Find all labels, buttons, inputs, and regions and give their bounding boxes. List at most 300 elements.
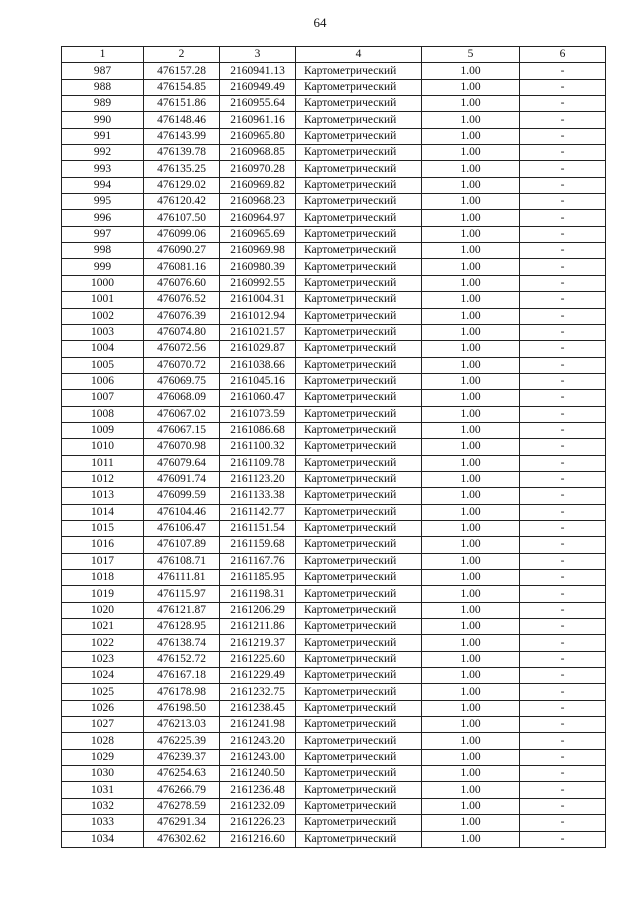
- point-number-cell: 1015: [62, 520, 144, 536]
- point-number-cell: 1010: [62, 439, 144, 455]
- table-row: [62, 586, 606, 602]
- accuracy-cell: 1.00: [422, 504, 520, 520]
- description-cell: -: [520, 79, 606, 95]
- x-coordinate-cell: 476104.46: [144, 504, 220, 520]
- x-coordinate-cell: 476266.79: [144, 782, 220, 798]
- accuracy-cell: 1.00: [422, 259, 520, 275]
- point-number-cell: 993: [62, 161, 144, 177]
- description-cell: -: [520, 651, 606, 667]
- method-cell: Картометрический: [296, 128, 422, 144]
- x-coordinate-cell: 476070.98: [144, 439, 220, 455]
- column-header-x-coordinate: 2: [144, 47, 220, 63]
- description-cell: -: [520, 717, 606, 733]
- y-coordinate-cell: 2161211.86: [220, 619, 296, 635]
- y-coordinate-cell: 2160955.64: [220, 96, 296, 112]
- accuracy-cell: 1.00: [422, 471, 520, 487]
- method-cell: Картометрический: [296, 422, 422, 438]
- x-coordinate-cell: 476198.50: [144, 700, 220, 716]
- accuracy-cell: 1.00: [422, 700, 520, 716]
- table-row: [62, 341, 606, 357]
- y-coordinate-cell: 2160949.49: [220, 79, 296, 95]
- description-cell: -: [520, 390, 606, 406]
- table-row: [62, 390, 606, 406]
- x-coordinate-cell: 476225.39: [144, 733, 220, 749]
- method-cell: Картометрический: [296, 79, 422, 95]
- method-cell: Картометрический: [296, 161, 422, 177]
- table-row: [62, 177, 606, 193]
- method-cell: Картометрический: [296, 275, 422, 291]
- x-coordinate-cell: 476129.02: [144, 177, 220, 193]
- coordinates-table: [61, 46, 606, 848]
- point-number-cell: 1014: [62, 504, 144, 520]
- method-cell: Картометрический: [296, 586, 422, 602]
- x-coordinate-cell: 476151.86: [144, 96, 220, 112]
- y-coordinate-cell: 2161226.23: [220, 815, 296, 831]
- description-cell: -: [520, 63, 606, 79]
- table-row: [62, 226, 606, 242]
- accuracy-cell: 1.00: [422, 439, 520, 455]
- point-number-cell: 1001: [62, 292, 144, 308]
- y-coordinate-cell: 2161241.98: [220, 717, 296, 733]
- point-number-cell: 988: [62, 79, 144, 95]
- point-number-cell: 996: [62, 210, 144, 226]
- accuracy-cell: 1.00: [422, 308, 520, 324]
- x-coordinate-cell: 476138.74: [144, 635, 220, 651]
- x-coordinate-cell: 476135.25: [144, 161, 220, 177]
- x-coordinate-cell: 476072.56: [144, 341, 220, 357]
- accuracy-cell: 1.00: [422, 749, 520, 765]
- accuracy-cell: 1.00: [422, 651, 520, 667]
- table-row: [62, 243, 606, 259]
- description-cell: -: [520, 700, 606, 716]
- method-cell: Картометрический: [296, 831, 422, 847]
- point-number-cell: 1004: [62, 341, 144, 357]
- x-coordinate-cell: 476148.46: [144, 112, 220, 128]
- y-coordinate-cell: 2160961.16: [220, 112, 296, 128]
- method-cell: Картометрический: [296, 766, 422, 782]
- x-coordinate-cell: 476278.59: [144, 798, 220, 814]
- y-coordinate-cell: 2160968.23: [220, 194, 296, 210]
- table-row: [62, 455, 606, 471]
- y-coordinate-cell: 2161109.78: [220, 455, 296, 471]
- accuracy-cell: 1.00: [422, 357, 520, 373]
- x-coordinate-cell: 476076.39: [144, 308, 220, 324]
- point-number-cell: 1022: [62, 635, 144, 651]
- method-cell: Картометрический: [296, 210, 422, 226]
- point-number-cell: 994: [62, 177, 144, 193]
- table-row: [62, 324, 606, 340]
- y-coordinate-cell: 2160992.55: [220, 275, 296, 291]
- method-cell: Картометрический: [296, 700, 422, 716]
- accuracy-cell: 1.00: [422, 455, 520, 471]
- x-coordinate-cell: 476076.60: [144, 275, 220, 291]
- x-coordinate-cell: 476121.87: [144, 602, 220, 618]
- table-row: [62, 537, 606, 553]
- accuracy-cell: 1.00: [422, 96, 520, 112]
- method-cell: Картометрический: [296, 145, 422, 161]
- description-cell: -: [520, 766, 606, 782]
- accuracy-cell: 1.00: [422, 766, 520, 782]
- accuracy-cell: 1.00: [422, 128, 520, 144]
- description-cell: -: [520, 749, 606, 765]
- y-coordinate-cell: 2160980.39: [220, 259, 296, 275]
- x-coordinate-cell: 476302.62: [144, 831, 220, 847]
- x-coordinate-cell: 476254.63: [144, 766, 220, 782]
- description-cell: -: [520, 324, 606, 340]
- point-number-cell: 1021: [62, 619, 144, 635]
- point-number-cell: 1009: [62, 422, 144, 438]
- point-number-cell: 1026: [62, 700, 144, 716]
- accuracy-cell: 1.00: [422, 226, 520, 242]
- table-row: [62, 520, 606, 536]
- table-row: [62, 145, 606, 161]
- description-cell: -: [520, 128, 606, 144]
- y-coordinate-cell: 2161240.50: [220, 766, 296, 782]
- table-row: [62, 79, 606, 95]
- point-number-cell: 1003: [62, 324, 144, 340]
- accuracy-cell: 1.00: [422, 161, 520, 177]
- table-row: [62, 373, 606, 389]
- method-cell: Картометрический: [296, 537, 422, 553]
- method-cell: Картометрический: [296, 243, 422, 259]
- x-coordinate-cell: 476107.89: [144, 537, 220, 553]
- y-coordinate-cell: 2161236.48: [220, 782, 296, 798]
- method-cell: Картометрический: [296, 373, 422, 389]
- x-coordinate-cell: 476120.42: [144, 194, 220, 210]
- y-coordinate-cell: 2161100.32: [220, 439, 296, 455]
- table-row: [62, 831, 606, 847]
- point-number-cell: 1029: [62, 749, 144, 765]
- accuracy-cell: 1.00: [422, 831, 520, 847]
- table-row: [62, 439, 606, 455]
- description-cell: -: [520, 96, 606, 112]
- column-header-description: 6: [520, 47, 606, 63]
- description-cell: -: [520, 341, 606, 357]
- description-cell: -: [520, 553, 606, 569]
- x-coordinate-cell: 476115.97: [144, 586, 220, 602]
- method-cell: Картометрический: [296, 733, 422, 749]
- column-header-accuracy: 5: [422, 47, 520, 63]
- y-coordinate-cell: 2161012.94: [220, 308, 296, 324]
- y-coordinate-cell: 2161243.20: [220, 733, 296, 749]
- y-coordinate-cell: 2161219.37: [220, 635, 296, 651]
- x-coordinate-cell: 476178.98: [144, 684, 220, 700]
- point-number-cell: 1006: [62, 373, 144, 389]
- description-cell: -: [520, 226, 606, 242]
- description-cell: -: [520, 619, 606, 635]
- x-coordinate-cell: 476070.72: [144, 357, 220, 373]
- y-coordinate-cell: 2161185.95: [220, 570, 296, 586]
- y-coordinate-cell: 2161045.16: [220, 373, 296, 389]
- description-cell: -: [520, 471, 606, 487]
- table-row: [62, 635, 606, 651]
- method-cell: Картометрический: [296, 504, 422, 520]
- table-row: [62, 128, 606, 144]
- accuracy-cell: 1.00: [422, 798, 520, 814]
- description-cell: -: [520, 782, 606, 798]
- method-cell: Картометрический: [296, 194, 422, 210]
- method-cell: Картометрический: [296, 63, 422, 79]
- y-coordinate-cell: 2161123.20: [220, 471, 296, 487]
- point-number-cell: 1030: [62, 766, 144, 782]
- column-header-point-number: 1: [62, 47, 144, 63]
- y-coordinate-cell: 2161142.77: [220, 504, 296, 520]
- table-row: [62, 194, 606, 210]
- y-coordinate-cell: 2161004.31: [220, 292, 296, 308]
- accuracy-cell: 1.00: [422, 194, 520, 210]
- accuracy-cell: 1.00: [422, 341, 520, 357]
- table-row: [62, 602, 606, 618]
- table-row: [62, 798, 606, 814]
- table-row: [62, 161, 606, 177]
- table-row: [62, 684, 606, 700]
- table-row: [62, 733, 606, 749]
- y-coordinate-cell: 2161021.57: [220, 324, 296, 340]
- point-number-cell: 1023: [62, 651, 144, 667]
- table-row: [62, 668, 606, 684]
- method-cell: Картометрический: [296, 455, 422, 471]
- table-row: [62, 275, 606, 291]
- point-number-cell: 1008: [62, 406, 144, 422]
- accuracy-cell: 1.00: [422, 619, 520, 635]
- x-coordinate-cell: 476108.71: [144, 553, 220, 569]
- description-cell: -: [520, 831, 606, 847]
- y-coordinate-cell: 2160970.28: [220, 161, 296, 177]
- y-coordinate-cell: 2161216.60: [220, 831, 296, 847]
- x-coordinate-cell: 476152.72: [144, 651, 220, 667]
- description-cell: -: [520, 537, 606, 553]
- y-coordinate-cell: 2160969.98: [220, 243, 296, 259]
- accuracy-cell: 1.00: [422, 602, 520, 618]
- point-number-cell: 991: [62, 128, 144, 144]
- description-cell: -: [520, 275, 606, 291]
- x-coordinate-cell: 476067.15: [144, 422, 220, 438]
- x-coordinate-cell: 476107.50: [144, 210, 220, 226]
- table-row: [62, 259, 606, 275]
- point-number-cell: 1034: [62, 831, 144, 847]
- method-cell: Картометрический: [296, 292, 422, 308]
- description-cell: -: [520, 815, 606, 831]
- point-number-cell: 1020: [62, 602, 144, 618]
- column-header-method: 4: [296, 47, 422, 63]
- table-row: [62, 651, 606, 667]
- table-row: [62, 357, 606, 373]
- point-number-cell: 999: [62, 259, 144, 275]
- y-coordinate-cell: 2160969.82: [220, 177, 296, 193]
- accuracy-cell: 1.00: [422, 717, 520, 733]
- x-coordinate-cell: 476139.78: [144, 145, 220, 161]
- method-cell: Картометрический: [296, 390, 422, 406]
- x-coordinate-cell: 476128.95: [144, 619, 220, 635]
- table-body: [62, 63, 606, 848]
- description-cell: -: [520, 357, 606, 373]
- accuracy-cell: 1.00: [422, 733, 520, 749]
- description-cell: -: [520, 455, 606, 471]
- accuracy-cell: 1.00: [422, 668, 520, 684]
- y-coordinate-cell: 2161029.87: [220, 341, 296, 357]
- point-number-cell: 1027: [62, 717, 144, 733]
- x-coordinate-cell: 476239.37: [144, 749, 220, 765]
- x-coordinate-cell: 476091.74: [144, 471, 220, 487]
- point-number-cell: 992: [62, 145, 144, 161]
- method-cell: Картометрический: [296, 749, 422, 765]
- description-cell: -: [520, 422, 606, 438]
- x-coordinate-cell: 476069.75: [144, 373, 220, 389]
- point-number-cell: 1005: [62, 357, 144, 373]
- method-cell: Картометрический: [296, 668, 422, 684]
- x-coordinate-cell: 476068.09: [144, 390, 220, 406]
- y-coordinate-cell: 2161073.59: [220, 406, 296, 422]
- method-cell: Картометрический: [296, 684, 422, 700]
- x-coordinate-cell: 476099.59: [144, 488, 220, 504]
- point-number-cell: 995: [62, 194, 144, 210]
- point-number-cell: 1033: [62, 815, 144, 831]
- description-cell: -: [520, 586, 606, 602]
- table-row: [62, 700, 606, 716]
- column-header-y-coordinate: 3: [220, 47, 296, 63]
- description-cell: -: [520, 373, 606, 389]
- description-cell: -: [520, 210, 606, 226]
- method-cell: Картометрический: [296, 259, 422, 275]
- description-cell: -: [520, 177, 606, 193]
- x-coordinate-cell: 476081.16: [144, 259, 220, 275]
- table-row: [62, 292, 606, 308]
- method-cell: Картометрический: [296, 112, 422, 128]
- description-cell: -: [520, 733, 606, 749]
- accuracy-cell: 1.00: [422, 586, 520, 602]
- point-number-cell: 990: [62, 112, 144, 128]
- y-coordinate-cell: 2161225.60: [220, 651, 296, 667]
- point-number-cell: 1018: [62, 570, 144, 586]
- description-cell: -: [520, 194, 606, 210]
- accuracy-cell: 1.00: [422, 488, 520, 504]
- x-coordinate-cell: 476154.85: [144, 79, 220, 95]
- accuracy-cell: 1.00: [422, 422, 520, 438]
- y-coordinate-cell: 2161159.68: [220, 537, 296, 553]
- point-number-cell: 1031: [62, 782, 144, 798]
- accuracy-cell: 1.00: [422, 570, 520, 586]
- table-row: [62, 749, 606, 765]
- accuracy-cell: 1.00: [422, 177, 520, 193]
- method-cell: Картометрический: [296, 357, 422, 373]
- method-cell: Картометрический: [296, 602, 422, 618]
- table-row: [62, 619, 606, 635]
- y-coordinate-cell: 2161133.38: [220, 488, 296, 504]
- point-number-cell: 1032: [62, 798, 144, 814]
- table-row: [62, 717, 606, 733]
- accuracy-cell: 1.00: [422, 815, 520, 831]
- table-row: [62, 815, 606, 831]
- point-number-cell: 987: [62, 63, 144, 79]
- accuracy-cell: 1.00: [422, 553, 520, 569]
- description-cell: -: [520, 112, 606, 128]
- y-coordinate-cell: 2160965.80: [220, 128, 296, 144]
- method-cell: Картометрический: [296, 471, 422, 487]
- method-cell: Картометрический: [296, 308, 422, 324]
- table-row: [62, 553, 606, 569]
- accuracy-cell: 1.00: [422, 292, 520, 308]
- point-number-cell: 998: [62, 243, 144, 259]
- accuracy-cell: 1.00: [422, 406, 520, 422]
- x-coordinate-cell: 476143.99: [144, 128, 220, 144]
- point-number-cell: 989: [62, 96, 144, 112]
- x-coordinate-cell: 476106.47: [144, 520, 220, 536]
- point-number-cell: 1024: [62, 668, 144, 684]
- method-cell: Картометрический: [296, 488, 422, 504]
- description-cell: -: [520, 570, 606, 586]
- table-row: [62, 422, 606, 438]
- table-row: [62, 406, 606, 422]
- accuracy-cell: 1.00: [422, 537, 520, 553]
- point-number-cell: 1016: [62, 537, 144, 553]
- description-cell: -: [520, 292, 606, 308]
- point-number-cell: 1019: [62, 586, 144, 602]
- x-coordinate-cell: 476213.03: [144, 717, 220, 733]
- table-row: [62, 488, 606, 504]
- method-cell: Картометрический: [296, 520, 422, 536]
- point-number-cell: 1017: [62, 553, 144, 569]
- description-cell: -: [520, 488, 606, 504]
- point-number-cell: 1013: [62, 488, 144, 504]
- point-number-cell: 1028: [62, 733, 144, 749]
- description-cell: -: [520, 520, 606, 536]
- y-coordinate-cell: 2161086.68: [220, 422, 296, 438]
- x-coordinate-cell: 476111.81: [144, 570, 220, 586]
- description-cell: -: [520, 684, 606, 700]
- description-cell: -: [520, 243, 606, 259]
- accuracy-cell: 1.00: [422, 390, 520, 406]
- x-coordinate-cell: 476079.64: [144, 455, 220, 471]
- method-cell: Картометрический: [296, 406, 422, 422]
- table-row: [62, 504, 606, 520]
- y-coordinate-cell: 2161198.31: [220, 586, 296, 602]
- method-cell: Картометрический: [296, 619, 422, 635]
- method-cell: Картометрический: [296, 324, 422, 340]
- page-number: 64: [313, 15, 327, 30]
- point-number-cell: 1002: [62, 308, 144, 324]
- method-cell: Картометрический: [296, 553, 422, 569]
- method-cell: Картометрический: [296, 651, 422, 667]
- y-coordinate-cell: 2161151.54: [220, 520, 296, 536]
- description-cell: -: [520, 259, 606, 275]
- table-row: [62, 63, 606, 79]
- y-coordinate-cell: 2161232.09: [220, 798, 296, 814]
- y-coordinate-cell: 2160965.69: [220, 226, 296, 242]
- y-coordinate-cell: 2161232.75: [220, 684, 296, 700]
- table-header-row: [62, 47, 606, 63]
- description-cell: -: [520, 504, 606, 520]
- method-cell: Картометрический: [296, 782, 422, 798]
- method-cell: Картометрический: [296, 815, 422, 831]
- accuracy-cell: 1.00: [422, 520, 520, 536]
- table-row: [62, 766, 606, 782]
- description-cell: -: [520, 161, 606, 177]
- description-cell: -: [520, 406, 606, 422]
- point-number-cell: 1025: [62, 684, 144, 700]
- method-cell: Картометрический: [296, 341, 422, 357]
- x-coordinate-cell: 476157.28: [144, 63, 220, 79]
- y-coordinate-cell: 2161060.47: [220, 390, 296, 406]
- x-coordinate-cell: 476099.06: [144, 226, 220, 242]
- table-row: [62, 471, 606, 487]
- x-coordinate-cell: 476074.80: [144, 324, 220, 340]
- description-cell: -: [520, 798, 606, 814]
- method-cell: Картометрический: [296, 570, 422, 586]
- accuracy-cell: 1.00: [422, 79, 520, 95]
- table-row: [62, 96, 606, 112]
- accuracy-cell: 1.00: [422, 243, 520, 259]
- x-coordinate-cell: 476076.52: [144, 292, 220, 308]
